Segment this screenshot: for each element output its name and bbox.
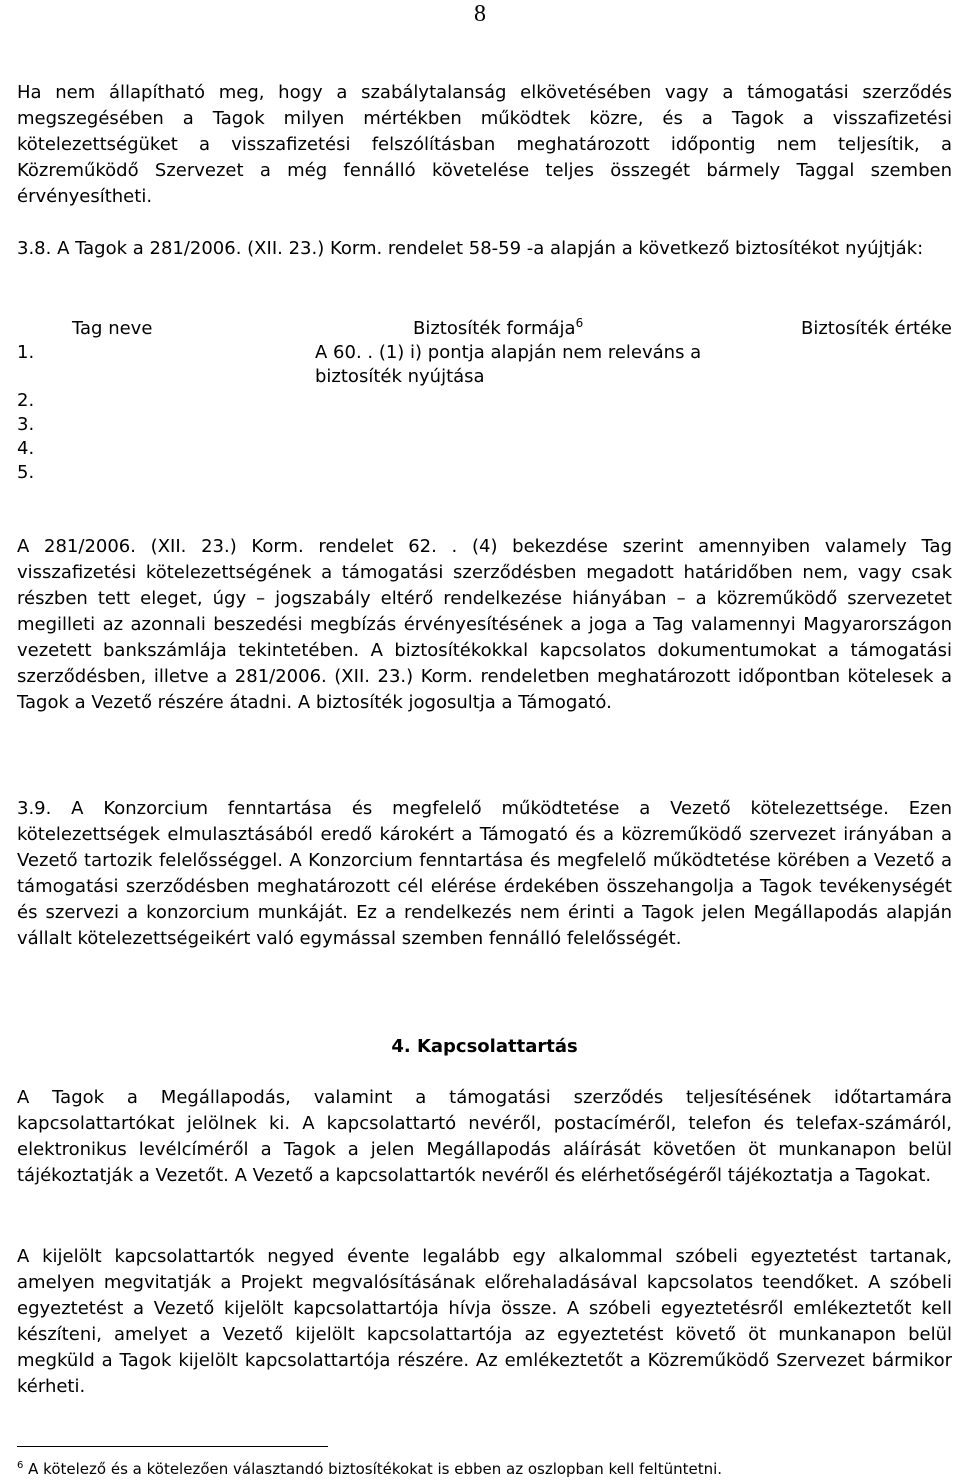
table-cell-form <box>315 389 735 413</box>
footnote-text: A kötelező és a kötelezően választandó biztosítékokat is ebben az oszlopban kell feltüntetni. <box>28 1460 723 1478</box>
table-cell-form <box>315 461 735 485</box>
table-header-value: Biztosíték értéke <box>801 318 952 339</box>
paragraph-text: A 281/2006. (XII. 23.) Korm. rendelet 62. . (4) bekezdése szerint amennyiben valamely Tag visszafizetési kötelezettségének a támogatási szerződésben megadott határidőben nem, vagy csak részben tett eleget, úgy – jogszabály eltérő rendelkezése hiányában – a közreműködő szervezetet megilleti az azonnali beszedési megbízás érvényesítésének a joga a Tag valamennyi Magyarországon vezetett bankszámlája tekintetében. A biztosítékokkal kapcsolatos dokumentumokat a támogatási szerződésben, illetve a 281/2006. (XII. 23.) Korm. rendeletben meghatározott időpontban kötelesek a Tagok a Vezető részére átadni. A biztosíték jogosultja a Támogató. <box>17 536 952 713</box>
paragraph-joint-liability <box>17 80 952 210</box>
table-cell-form: A 60. . (1) i) pontja alapján nem releváns a biztosíték nyújtása <box>315 342 702 387</box>
table-header-name: Tag neve <box>72 318 153 339</box>
paragraph-contact-persons <box>17 1085 952 1189</box>
page-number: 8 <box>474 1 486 27</box>
table-cell-num: 1. <box>17 342 35 363</box>
paragraph-collection-rights <box>17 534 952 716</box>
paragraph-text: 3.8. A Tagok a 281/2006. (XII. 23.) Korm. rendelet 58-59 -a alapján a következő biztosítékot nyújtják: <box>17 238 924 259</box>
table-cell-num: 2. <box>17 390 35 411</box>
table-cell-value <box>735 437 952 461</box>
table-cell-value <box>735 341 952 389</box>
section-title-contact: 4. Kapcsolattartás <box>391 1036 578 1057</box>
guarantee-table-wrapper <box>17 317 952 485</box>
table-cell-value <box>735 413 952 437</box>
table-cell-value <box>735 461 952 485</box>
table-cell-num: 4. <box>17 438 35 459</box>
table-cell-value <box>735 389 952 413</box>
footnote-reference: 6 <box>575 316 584 330</box>
paragraph-meetings <box>17 1244 952 1400</box>
table-cell-name <box>72 389 315 413</box>
table-header-num <box>17 317 72 341</box>
paragraph-consortium-maintenance <box>17 796 952 952</box>
table-row <box>17 389 952 413</box>
table-cell-num: 3. <box>17 414 35 435</box>
footnote-separator <box>17 1446 328 1447</box>
table-cell-name <box>72 461 315 485</box>
table-row <box>17 461 952 485</box>
paragraph-text: A kijelölt kapcsolattartók negyed évente legalább egy alkalommal szóbeli egyeztetést tartanak, amelyen megvitatják a Projekt megvalósításának előrehaladásával kapcsolatos teendőket. A szóbeli egyeztetést a Vezető kijelölt kapcsolattartója hívja össze. A szóbeli egyeztetésről emlékeztetőt kell készíteni, amelyet a Vezető kijelölt kapcsolattartója az egyeztetést követő öt munkanapon belül megküld a Tagok kijelölt kapcsolattartója részére. Az emlékeztetőt a Közreműködő Szervezet bármikor kérheti. <box>17 1246 952 1397</box>
footnote-marker: 6 <box>17 1460 24 1471</box>
table-row <box>17 341 952 389</box>
table-cell-name <box>72 437 315 461</box>
table-header-form-label: Biztosíték formája <box>413 318 576 339</box>
footnote <box>17 1459 952 1479</box>
table-row <box>17 413 952 437</box>
paragraph-text: 3.9. A Konzorcium fenntartása és megfelelő működtetése a Vezető kötelezettsége. Ezen kötelezettségek elmulasztásából eredő károkért a Támogató és a közreműködő szervezet irányában a Vezető tartozik felelősséggel. A Konzorcium fenntartása és megfelelő működtetése körében a Vezető a támogatási szerződésben meghatározott cél elérése érdekében összehangolja a Tagok tevékenységét és szervezi a konzorcium munkáját. Ez a rendelkezés nem érinti a Tagok jelen Megállapodás alapján vállalt kötelezettségeikért való egymással szemben fennálló felelősségét. <box>17 798 952 949</box>
table-header-row <box>17 317 952 341</box>
table-header-form <box>315 317 735 341</box>
guarantee-table <box>17 317 952 485</box>
paragraph-guarantee-intro <box>17 236 952 262</box>
paragraph-text: Ha nem állapítható meg, hogy a szabálytalanság elkövetésében vagy a támogatási szerződés megszegésében a Tagok milyen mértékben működtek közre, és a Tagok a visszafizetési kötelezettségüket a visszafizetési felszólításban meghatározott időpontig nem teljesítik, a Közreműködő Szervezet a még fennálló követelése teljes összegét bármely Taggal szemben érvényesítheti. <box>17 82 952 207</box>
table-cell-num: 5. <box>17 462 35 483</box>
table-cell-name <box>72 341 315 389</box>
table-row <box>17 437 952 461</box>
table-cell-form <box>315 437 735 461</box>
table-cell-form <box>315 413 735 437</box>
table-cell-name <box>72 413 315 437</box>
paragraph-text: A Tagok a Megállapodás, valamint a támogatási szerződés teljesítésének időtartamára kapcsolattartókat jelölnek ki. A kapcsolattartó nevéről, postacíméről, telefon és telefax-számáról, elektronikus levélcíméről a Tagok a jelen Megállapodás aláírását követően öt munkanapon belül tájékoztatják a Vezetőt. A Vezető a kapcsolattartók nevéről és elérhetőségéről tájékoztatja a Tagokat. <box>17 1087 952 1186</box>
